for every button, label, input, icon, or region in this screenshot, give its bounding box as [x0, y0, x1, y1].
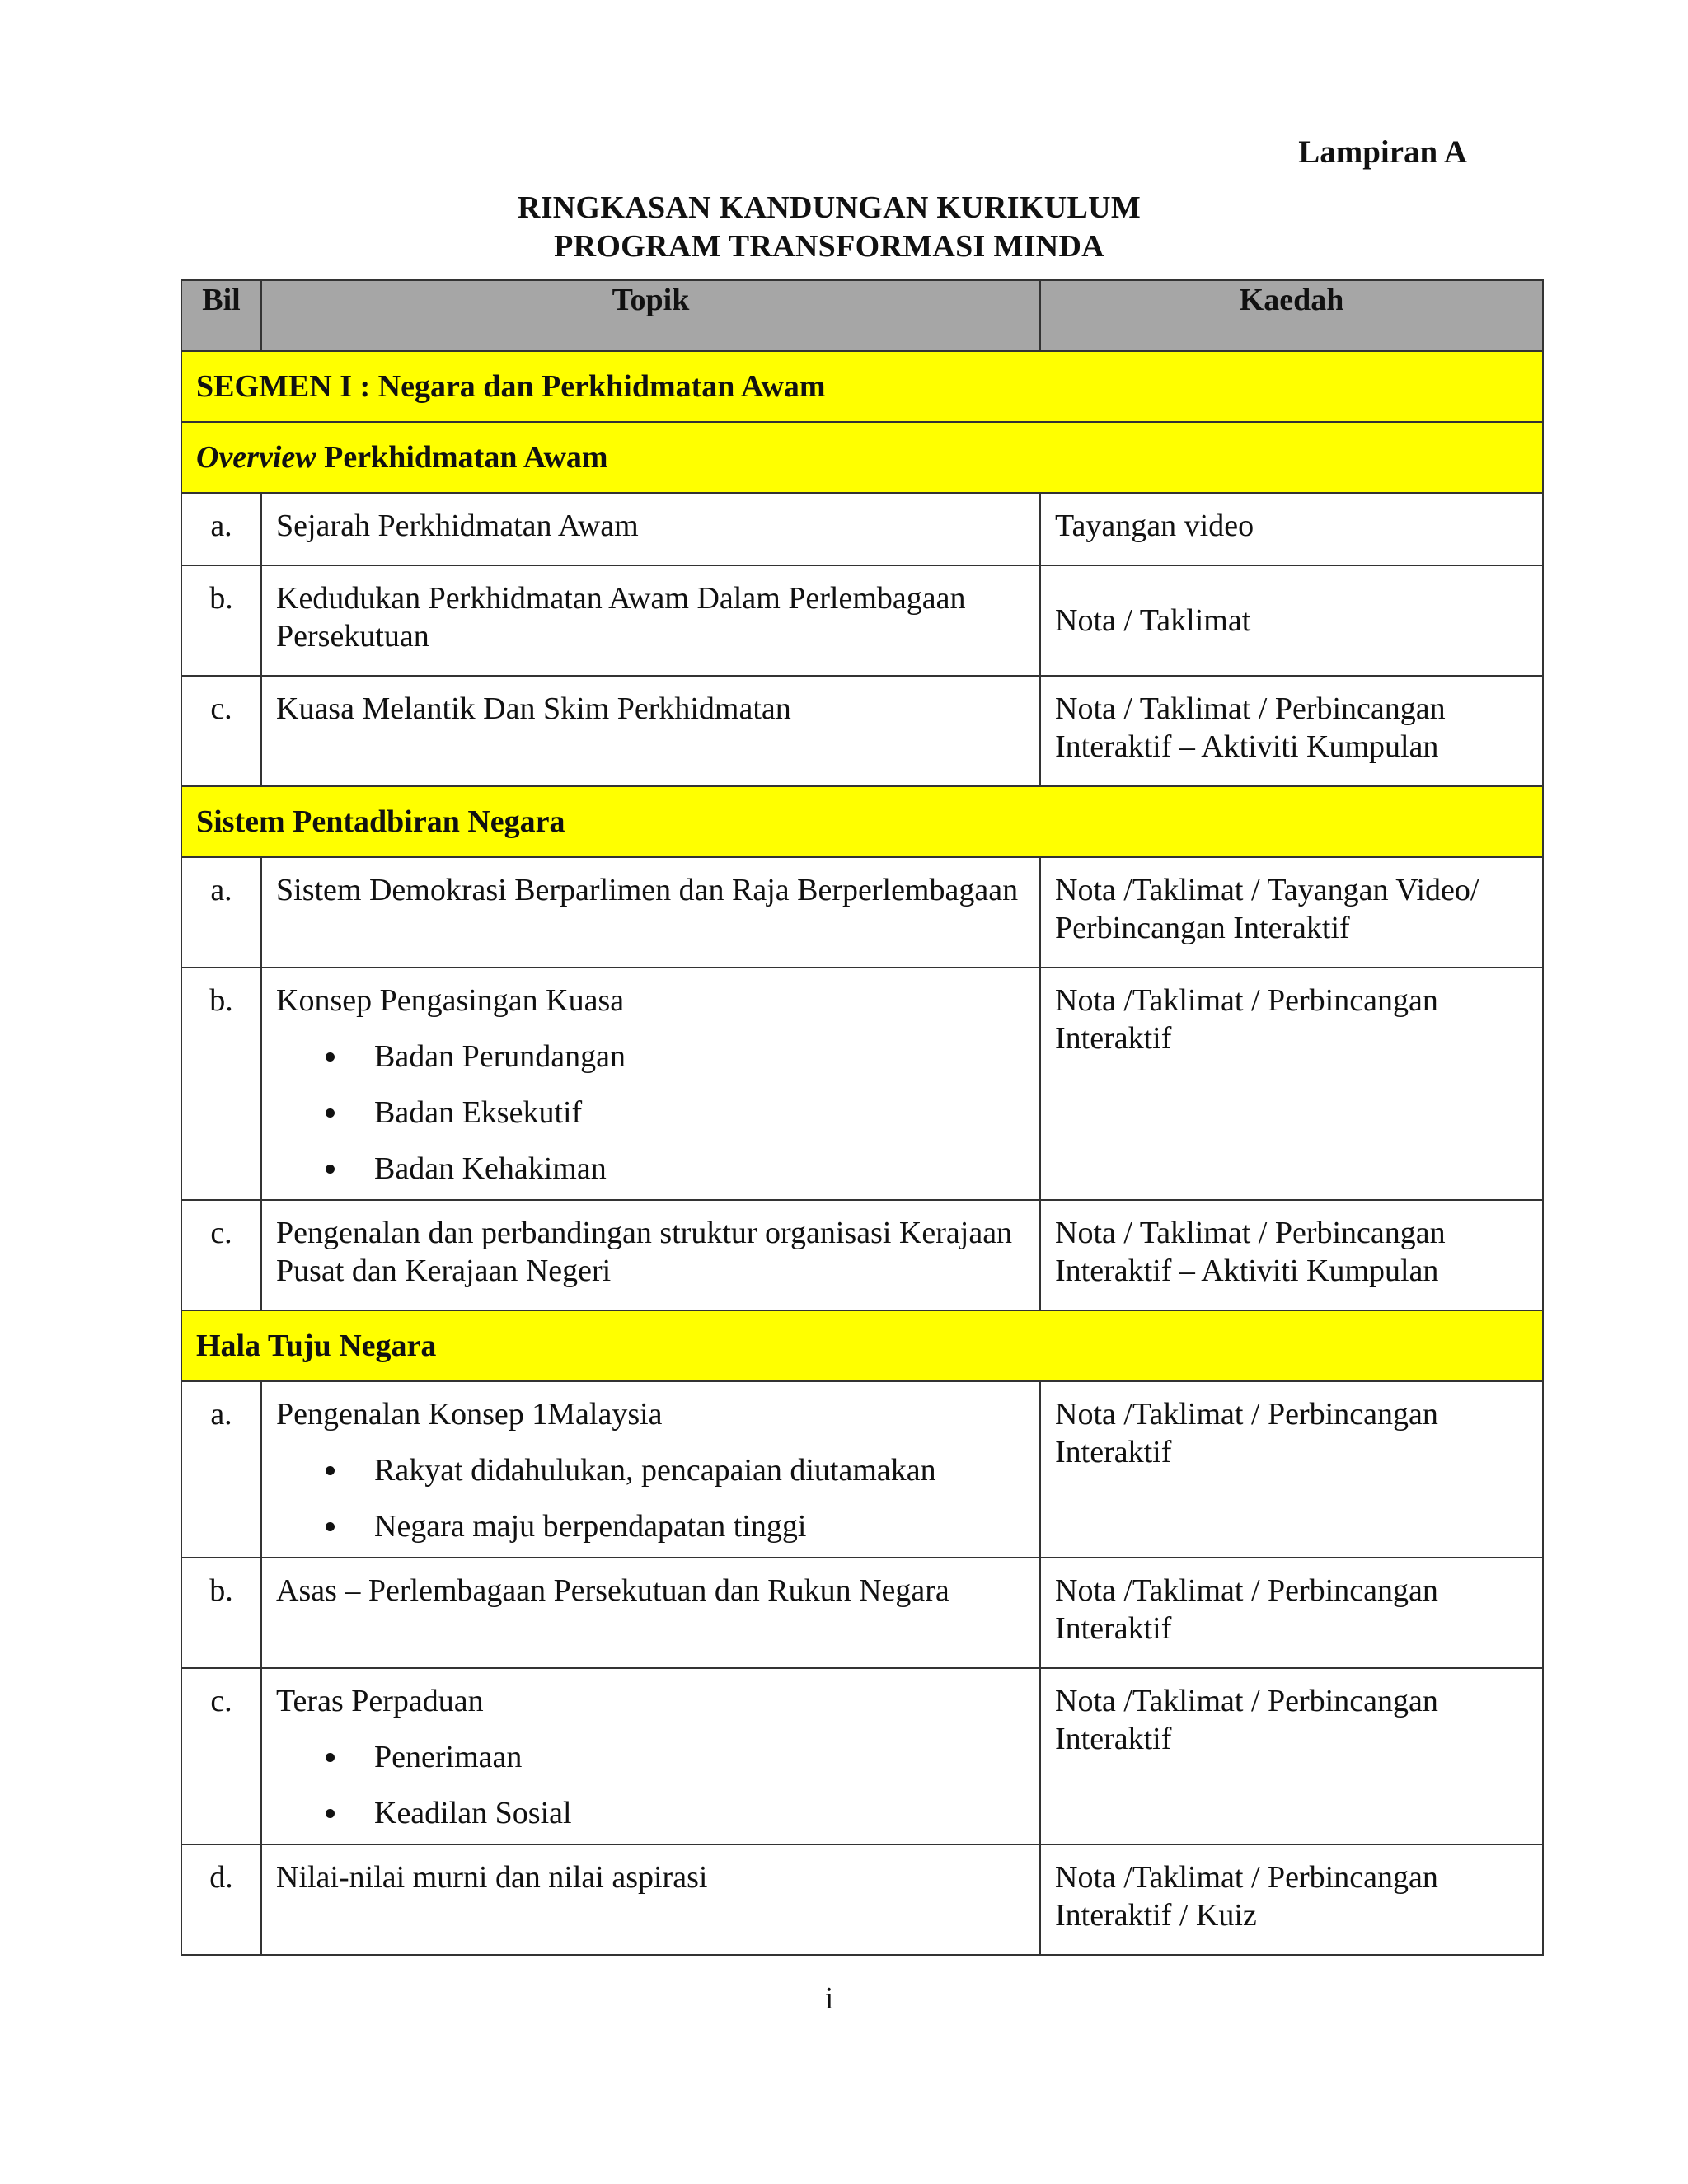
table-row — [181, 1844, 1543, 1955]
row-number: c. — [181, 1200, 261, 1310]
column-header-bil: Bil — [181, 280, 261, 351]
row-topic: Pengenalan Konsep 1Malaysia — [276, 1397, 663, 1432]
list-item — [276, 1738, 1026, 1776]
row-topic-cell — [261, 968, 1040, 1200]
row-topic: Sistem Demokrasi Berparlimen dan Raja Berperlembagaan — [261, 857, 1040, 968]
row-topic: Pengenalan dan perbandingan struktur organisasi Kerajaan Pusat dan Kerajaan Negeri — [261, 1200, 1040, 1310]
table-row — [181, 676, 1543, 786]
row-topic: Kuasa Melantik Dan Skim Perkhidmatan — [261, 676, 1040, 786]
row-method: Tayangan video — [1040, 493, 1543, 565]
bullet-text: Badan Kehakiman — [374, 1151, 607, 1186]
row-topic: Teras Perpaduan — [276, 1684, 484, 1718]
bullet-text: Rakyat didahulukan, pencapaian diutamakan — [374, 1453, 936, 1488]
row-number: b. — [181, 968, 261, 1200]
list-item — [276, 1794, 1026, 1832]
bullet-icon — [326, 1753, 335, 1762]
row-topic: Sejarah Perkhidmatan Awam — [261, 493, 1040, 565]
table-row — [181, 493, 1543, 565]
column-header-kaedah: Kaedah — [1040, 280, 1543, 351]
segment-heading: SEGMEN I : Negara dan Perkhidmatan Awam — [181, 351, 1543, 422]
list-item — [276, 1150, 1026, 1188]
table-row — [181, 1558, 1543, 1668]
section-heading-sistem: Sistem Pentadbiran Negara — [181, 786, 1543, 857]
bullet-text: Penerimaan — [374, 1740, 523, 1774]
document-title-line-2: PROGRAM TRANSFORMASI MINDA — [554, 229, 1104, 264]
bullet-text: Keadilan Sosial — [374, 1796, 572, 1830]
row-topic: Kedudukan Perkhidmatan Awam Dalam Perlembagaan Persekutuan — [261, 565, 1040, 676]
bullet-text: Badan Eksekutif — [374, 1095, 583, 1130]
row-method: Nota / Taklimat — [1040, 565, 1543, 676]
section-heading-hala: Hala Tuju Negara — [181, 1310, 1543, 1381]
appendix-label: Lampiran A — [1298, 134, 1467, 170]
row-number: d. — [181, 1844, 261, 1955]
row-method: Nota / Taklimat / Perbincangan Interaktif – Aktiviti Kumpulan — [1040, 676, 1543, 786]
section-heading-overview — [181, 422, 1543, 493]
section-heading-italic: Overview — [196, 440, 316, 475]
bullet-text: Negara maju berpendapatan tinggi — [374, 1509, 807, 1544]
row-topic: Konsep Pengasingan Kuasa — [276, 983, 625, 1018]
segment-heading-row — [181, 351, 1543, 422]
list-item — [276, 1038, 1026, 1076]
table-row — [181, 968, 1543, 1200]
document-title-line-1: RINGKASAN KANDUNGAN KURIKULUM — [517, 190, 1142, 225]
row-method: Nota /Taklimat / Perbincangan Interaktif — [1040, 968, 1543, 1200]
row-number: c. — [181, 676, 261, 786]
page-number: i — [824, 1981, 834, 2016]
section-heading-rest: Perkhidmatan Awam — [316, 440, 608, 475]
list-item — [276, 1507, 1026, 1545]
section-heading-row — [181, 422, 1543, 493]
row-method: Nota /Taklimat / Perbincangan Interaktif — [1040, 1558, 1543, 1668]
bullet-text: Badan Perundangan — [374, 1039, 626, 1074]
bullet-icon — [326, 1052, 335, 1062]
bullet-icon — [326, 1522, 335, 1531]
table-row — [181, 1200, 1543, 1310]
row-method: Nota /Taklimat / Perbincangan Interaktif — [1040, 1668, 1543, 1844]
row-topic: Asas – Perlembagaan Persekutuan dan Rukun Negara — [261, 1558, 1040, 1668]
row-method: Nota /Taklimat / Perbincangan Interaktif / Kuiz — [1040, 1844, 1543, 1955]
table-header-row — [181, 280, 1543, 351]
topic-bullet-list — [276, 1038, 1026, 1188]
bullet-icon — [326, 1108, 335, 1118]
row-method: Nota / Taklimat / Perbincangan Interaktif – Aktiviti Kumpulan — [1040, 1200, 1543, 1310]
bullet-icon — [326, 1466, 335, 1475]
row-number: c. — [181, 1668, 261, 1844]
bullet-icon — [326, 1165, 335, 1174]
row-topic-cell — [261, 1381, 1040, 1558]
topic-bullet-list — [276, 1451, 1026, 1545]
bullet-icon — [326, 1809, 335, 1818]
curriculum-table — [181, 279, 1544, 1956]
row-topic-cell — [261, 1668, 1040, 1844]
list-item — [276, 1451, 1026, 1489]
row-method: Nota /Taklimat / Perbincangan Interaktif — [1040, 1381, 1543, 1558]
row-number: a. — [181, 857, 261, 968]
table-row — [181, 1668, 1543, 1844]
table-row — [181, 857, 1543, 968]
row-number: b. — [181, 1558, 261, 1668]
row-number: b. — [181, 565, 261, 676]
section-heading-row — [181, 1310, 1543, 1381]
table-row — [181, 1381, 1543, 1558]
row-number: a. — [181, 1381, 261, 1558]
table-row — [181, 565, 1543, 676]
row-number: a. — [181, 493, 261, 565]
row-topic: Nilai-nilai murni dan nilai aspirasi — [261, 1844, 1040, 1955]
section-heading-row — [181, 786, 1543, 857]
topic-bullet-list — [276, 1738, 1026, 1832]
row-method: Nota /Taklimat / Tayangan Video/ Perbincangan Interaktif — [1040, 857, 1543, 968]
column-header-topik: Topik — [261, 280, 1040, 351]
list-item — [276, 1094, 1026, 1132]
